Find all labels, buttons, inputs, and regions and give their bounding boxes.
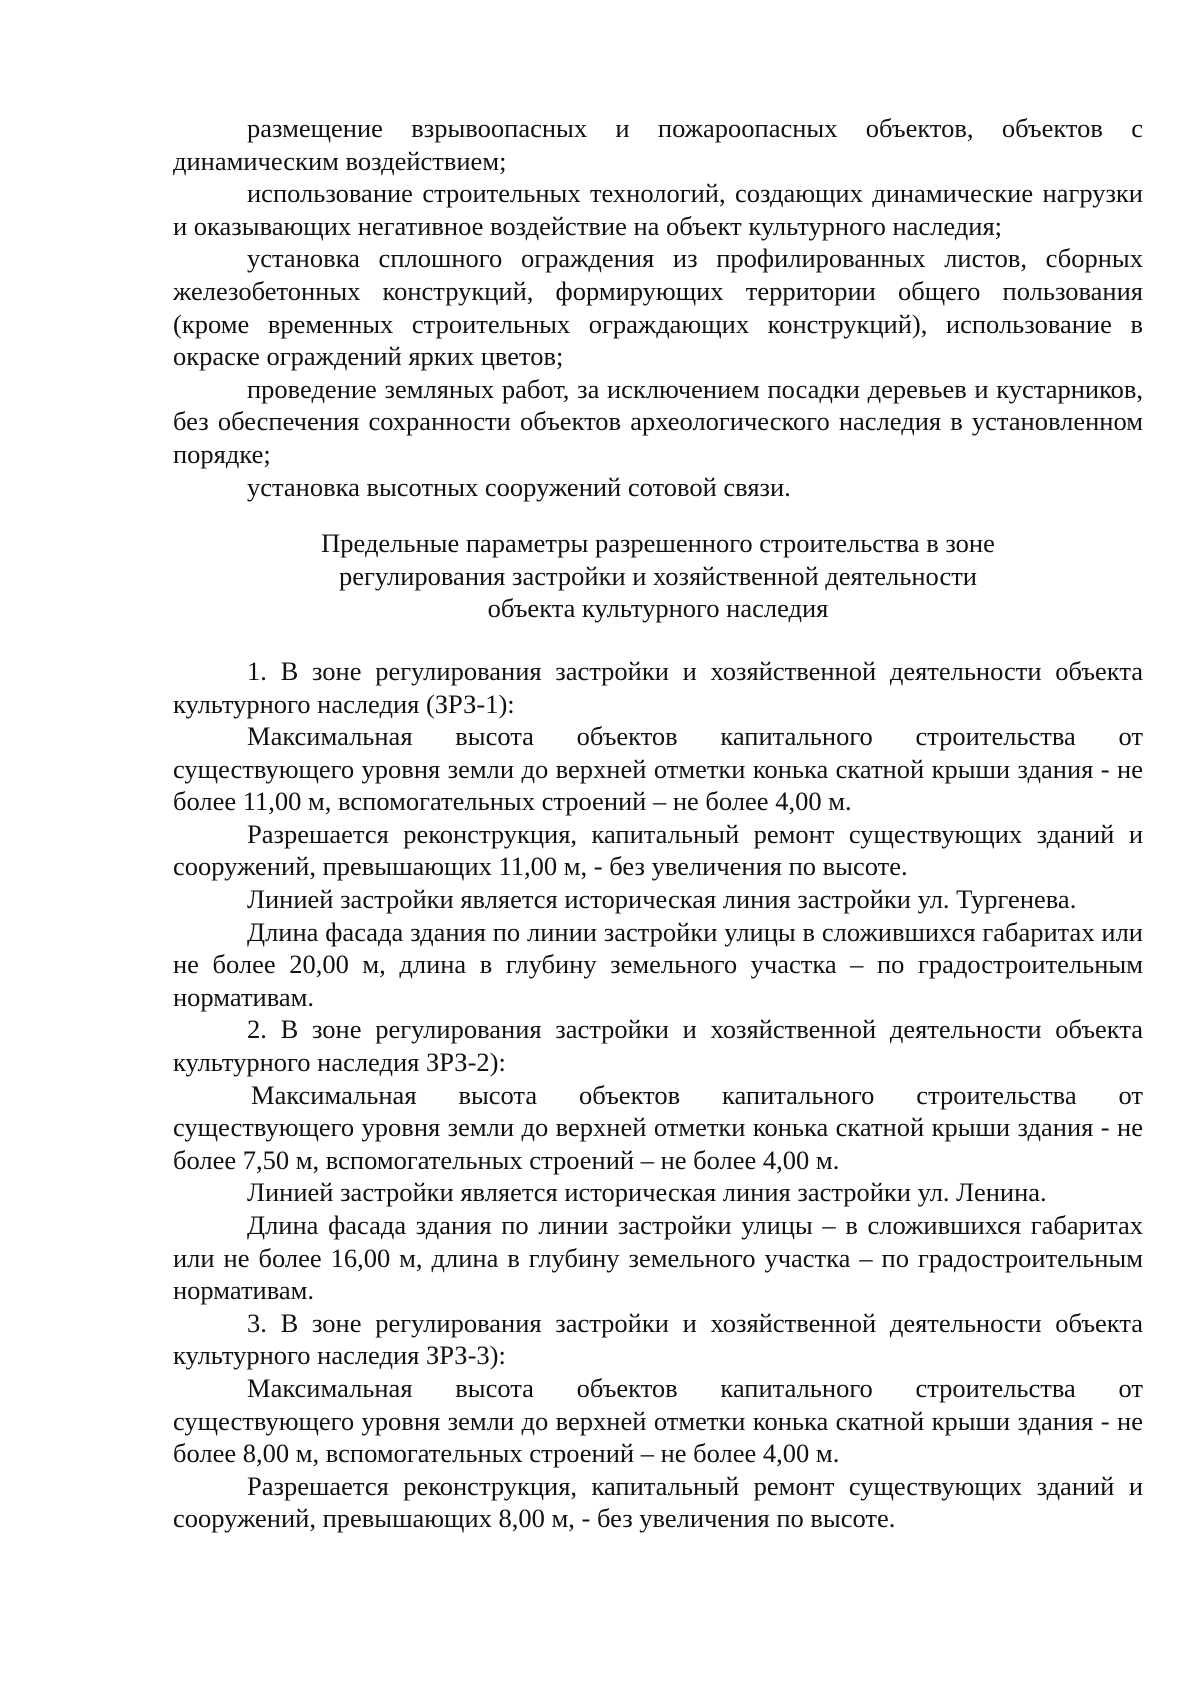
paragraph-zone-2-max-height: Максимальная высота объектов капитального строительства от существующего уровня земли до верхней отметки конька скатной крыши здания - не более 7,50 м, вспомогательных строений – не более 4,00 м. (173, 1079, 1143, 1175)
paragraph-explosive-objects: размещение взрывоопасных и пожароопасных объектов, объектов с динамическим воздействием; (173, 113, 1143, 176)
paragraph-zone-3-title: 3. В зоне регулирования застройки и хозяйственной деятельности объекта культурного наследия ЗРЗ-3): (173, 1307, 1143, 1371)
heading-line: регулирования застройки и хозяйственной деятельности (339, 560, 977, 591)
paragraph-zone-1-max-height: Максимальная высота объектов капитального строительства от существующего уровня земли до верхней отметки конька скатной крыши здания - не более 11,00 м, вспомогательных строений – не более 4,00 м. (173, 721, 1143, 817)
paragraph-zone-3-reconstruction: Разрешается реконструкция, капитальный ремонт существующих зданий и сооружений, превышающих 8,00 м, - без увеличения по высоте. (173, 1470, 1143, 1534)
document-page (173, 112, 1143, 1535)
heading-line: объекта культурного наследия (487, 593, 829, 624)
section-heading (173, 527, 1143, 625)
paragraph-solid-fencing: установка сплошного ограждения из профилированных листов, сборных железобетонных конструкций, формирующих территории общего пользования (кроме временных строительных ограждающих конструкций), использование в окраске ограждений ярких цветов; (173, 243, 1143, 372)
paragraph-zone-1-reconstruction: Разрешается реконструкция, капитальный ремонт существующих зданий и сооружений, превышающих 11,00 м, - без увеличения по высоте. (173, 818, 1143, 882)
paragraph-cell-towers: установка высотных сооружений сотовой связи. (247, 471, 791, 502)
paragraph-earthworks: проведение земляных работ, за исключением посадки деревьев и кустарников, без обеспечения сохранности объектов археологического наследия в установленном порядке; (173, 373, 1143, 469)
paragraph-zone-1-facade-length: Длина фасада здания по линии застройки улицы в сложившихся габаритах или не более 20,00 м, длина в глубину земельного участка – по градостроительным нормативам. (173, 916, 1143, 1012)
paragraph-zone-1-building-line: Линией застройки является историческая линия застройки ул. Тургенева. (247, 884, 1077, 915)
paragraph-zone-2-building-line: Линией застройки является историческая линия застройки ул. Ленина. (247, 1177, 1047, 1208)
paragraph-zone-3-max-height: Максимальная высота объектов капитального строительства от существующего уровня земли до верхней отметки конька скатной крыши здания - не более 8,00 м, вспомогательных строений – не более 4,00 м. (173, 1372, 1143, 1469)
paragraph-zone-1-title: 1. В зоне регулирования застройки и хозяйственной деятельности объекта культурного наследия (ЗРЗ-1): (173, 655, 1143, 719)
paragraph-zone-2-facade-length: Длина фасада здания по линии застройки улицы – в сложившихся габаритах или не более 16,00 м, длина в глубину земельного участка – по градостроительным нормативам. (173, 1210, 1143, 1306)
paragraph-construction-technologies: использование строительных технологий, создающих динамические нагрузки и оказывающих негативное воздействие на объект культурного наследия; (173, 178, 1143, 241)
heading-line: Предельные параметры разрешенного строительства в зоне (321, 528, 995, 559)
paragraph-zone-2-title: 2. В зоне регулирования застройки и хозяйственной деятельности объекта культурного наследия ЗРЗ-2): (173, 1014, 1143, 1078)
